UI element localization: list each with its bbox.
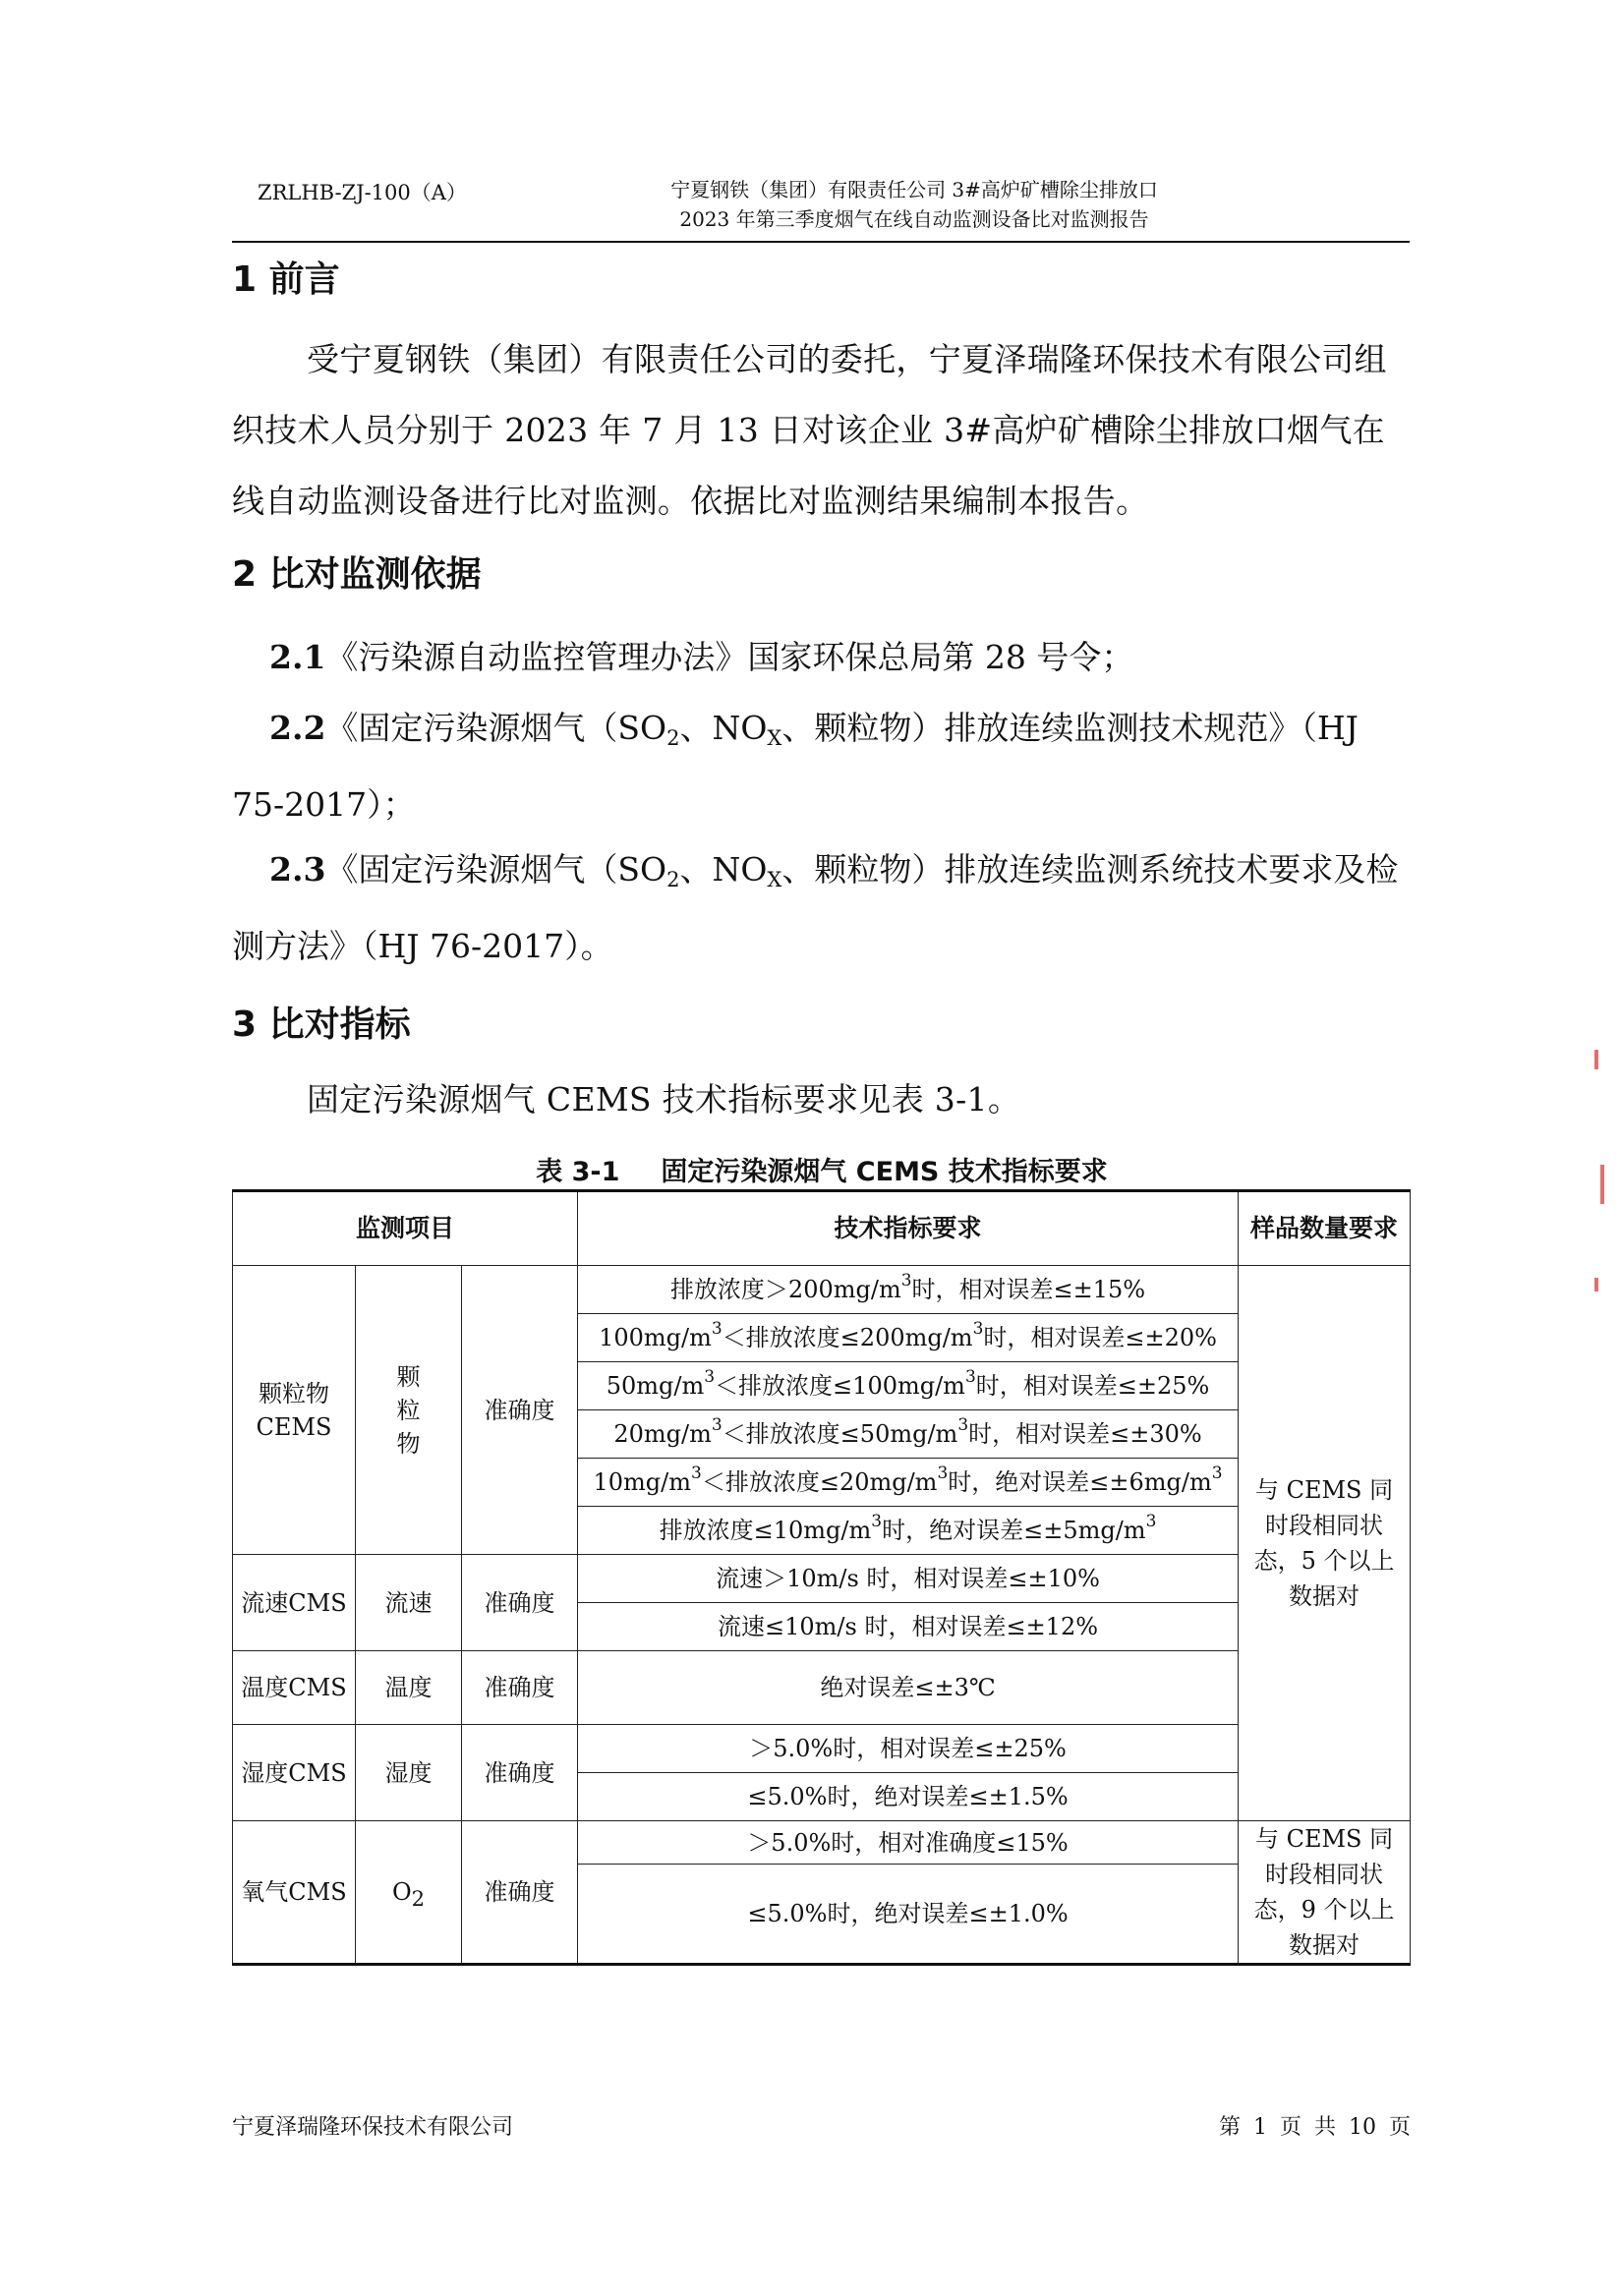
pm-accuracy: 准确度 — [462, 1266, 578, 1555]
superscript-3: 3 — [711, 1415, 723, 1435]
footer-page-number: 第 1 页 共 10 页 — [1219, 2115, 1411, 2140]
humidity-requirement-row: ＞5.0%时，相对误差≤±25% — [578, 1725, 1239, 1773]
pm-requirement-row — [578, 1362, 1239, 1410]
header-rule — [232, 241, 1410, 243]
reference-2-3-part-c: 、颗粒物）排放连续监测系统技术要求及检测方法》（HJ 76-2017）。 — [232, 850, 1399, 965]
subscript-2: 2 — [411, 1887, 426, 1911]
subscript-x: X — [767, 868, 782, 891]
cems-requirements-table — [232, 1189, 1411, 1966]
section-3-heading: 3 比对指标 — [232, 1004, 411, 1045]
edge-stamp-mark — [1594, 1050, 1598, 1069]
req-text: ＜排放浓度≤100mg/m — [715, 1372, 965, 1400]
header-title-line2: 2023 年第三季度烟气在线自动监测设备比对监测报告 — [679, 207, 1149, 231]
subscript-2: 2 — [666, 726, 680, 750]
table-caption-number: 表 3-1 — [536, 1157, 620, 1187]
reference-2-2 — [232, 690, 1412, 843]
req-text: ＜排放浓度≤50mg/m — [722, 1420, 958, 1448]
req-text: ＜排放浓度≤200mg/m — [722, 1324, 973, 1351]
header-monitoring-item: 监测项目 — [233, 1191, 578, 1266]
reference-2-1-number: 2.1 — [269, 638, 326, 676]
pm-parameter: 颗粒物 — [356, 1266, 462, 1555]
req-text: 50mg/m — [606, 1372, 705, 1400]
flow-requirement-row: 流速＞10m/s 时，相对误差≤±10% — [578, 1555, 1239, 1603]
pm-requirement-row — [578, 1314, 1239, 1362]
o2-letter: O — [391, 1878, 412, 1906]
superscript-3: 3 — [1211, 1464, 1223, 1483]
req-text: 时，绝对误差≤±5mg/m — [882, 1517, 1146, 1544]
superscript-3: 3 — [972, 1319, 984, 1339]
superscript-3: 3 — [704, 1367, 716, 1387]
req-text: 100mg/m — [599, 1324, 712, 1351]
temperature-parameter: 温度 — [356, 1651, 462, 1725]
superscript-3: 3 — [937, 1464, 949, 1483]
req-text: 排放浓度≤10mg/m — [659, 1517, 872, 1544]
sample-requirement-a: 与 CEMS 同时段相同状态，5 个以上数据对 — [1239, 1266, 1411, 1821]
superscript-3: 3 — [900, 1271, 912, 1291]
superscript-3: 3 — [1145, 1512, 1157, 1531]
superscript-3: 3 — [871, 1512, 883, 1531]
sample-requirement-b: 与 CEMS 同时段相同状态，9 个以上数据对 — [1239, 1821, 1411, 1965]
temperature-accuracy: 准确度 — [462, 1651, 578, 1725]
footer-company: 宁夏泽瑞隆环保技术有限公司 — [232, 2115, 514, 2140]
req-text: 时，相对误差≤±20% — [983, 1324, 1217, 1351]
pm-cems-label: 颗粒物CEMS — [233, 1266, 356, 1555]
subscript-2: 2 — [666, 868, 680, 891]
reference-2-3-part-b: 、NO — [679, 850, 768, 889]
flow-parameter: 流速 — [356, 1555, 462, 1651]
temperature-cms-label: 温度CMS — [233, 1651, 356, 1725]
header-sample-quantity: 样品数量要求 — [1239, 1191, 1411, 1266]
reference-2-3-number: 2.3 — [269, 850, 326, 889]
req-text: 时，相对误差≤±15% — [911, 1276, 1146, 1303]
req-text: 20mg/m — [613, 1420, 712, 1448]
reference-2-2-part-a: 《固定污染源烟气（SO — [325, 709, 667, 747]
superscript-3: 3 — [964, 1367, 976, 1387]
reference-2-2-number: 2.2 — [269, 709, 326, 747]
edge-stamp-mark — [1600, 1165, 1604, 1204]
reference-2-3 — [232, 832, 1412, 985]
flow-cms-label: 流速CMS — [233, 1555, 356, 1651]
reference-2-3-part-a: 《固定污染源烟气（SO — [325, 850, 667, 889]
flow-accuracy: 准确度 — [462, 1555, 578, 1651]
temperature-requirement-row: 绝对误差≤±3℃ — [578, 1651, 1239, 1725]
req-text: 时，相对误差≤±30% — [968, 1420, 1202, 1448]
table-caption-title: 固定污染源烟气 CEMS 技术指标要求 — [661, 1157, 1108, 1187]
header-title-line1: 宁夏钢铁（集团）有限责任公司 3#高炉矿槽除尘排放口 — [670, 178, 1158, 201]
section-2-heading: 2 比对监测依据 — [232, 554, 482, 595]
superscript-3: 3 — [691, 1464, 702, 1483]
flow-requirement-row: 流速≤10m/s 时，相对误差≤±12% — [578, 1603, 1239, 1651]
section-3-body: 固定污染源烟气 CEMS 技术指标要求见表 3-1。 — [307, 1080, 1021, 1119]
req-text: 时，相对误差≤±25% — [975, 1372, 1210, 1400]
req-text: 排放浓度＞200mg/m — [669, 1276, 901, 1303]
reference-2-1 — [232, 619, 1412, 696]
header-technical-requirement: 技术指标要求 — [578, 1191, 1239, 1266]
section-1-body: 受宁夏钢铁（集团）有限责任公司的委托，宁夏泽瑞隆环保技术有限公司组织技术人员分别于 2023 年 7 月 13 日对该企业 3#高炉矿槽除尘排放口烟气在线自动监测设备进行比对监测。依据比对监测结果编制本报告。 — [232, 340, 1387, 520]
req-text: 时，绝对误差≤±6mg/m — [948, 1468, 1212, 1496]
oxygen-parameter — [356, 1821, 462, 1965]
humidity-accuracy: 准确度 — [462, 1725, 578, 1821]
pm-requirement-row — [578, 1266, 1239, 1314]
superscript-3: 3 — [711, 1319, 723, 1339]
oxygen-requirement-row: ＞5.0%时，相对准确度≤15% — [578, 1821, 1239, 1865]
humidity-parameter: 湿度 — [356, 1725, 462, 1821]
req-text: ＜排放浓度≤20mg/m — [701, 1468, 938, 1496]
pm-requirement-row — [578, 1507, 1239, 1555]
humidity-cms-label: 湿度CMS — [233, 1725, 356, 1821]
pm-requirement-row — [578, 1410, 1239, 1459]
humidity-requirement-row: ≤5.0%时，绝对误差≤±1.5% — [578, 1773, 1239, 1821]
oxygen-cms-label: 氧气CMS — [233, 1821, 356, 1965]
section-1-heading: 1 前言 — [232, 259, 340, 300]
reference-2-2-part-c: 、颗粒物）排放连续监测技术规范》（HJ 75-2017）； — [232, 709, 1359, 824]
edge-stamp-mark — [1594, 1278, 1598, 1292]
report-header-title — [555, 175, 1273, 234]
req-text: 10mg/m — [593, 1468, 691, 1496]
reference-2-1-text: 《污染源自动监控管理办法》国家环保总局第 28 号令； — [325, 638, 1134, 676]
document-code: ZRLHB-ZJ-100（A） — [258, 181, 467, 204]
table-caption — [232, 1150, 1412, 1188]
oxygen-accuracy: 准确度 — [462, 1821, 578, 1965]
reference-2-2-part-b: 、NO — [679, 709, 768, 747]
oxygen-requirement-row: ≤5.0%时，绝对误差≤±1.0% — [578, 1865, 1239, 1965]
subscript-x: X — [767, 726, 782, 750]
pm-requirement-row — [578, 1459, 1239, 1507]
superscript-3: 3 — [957, 1415, 969, 1435]
